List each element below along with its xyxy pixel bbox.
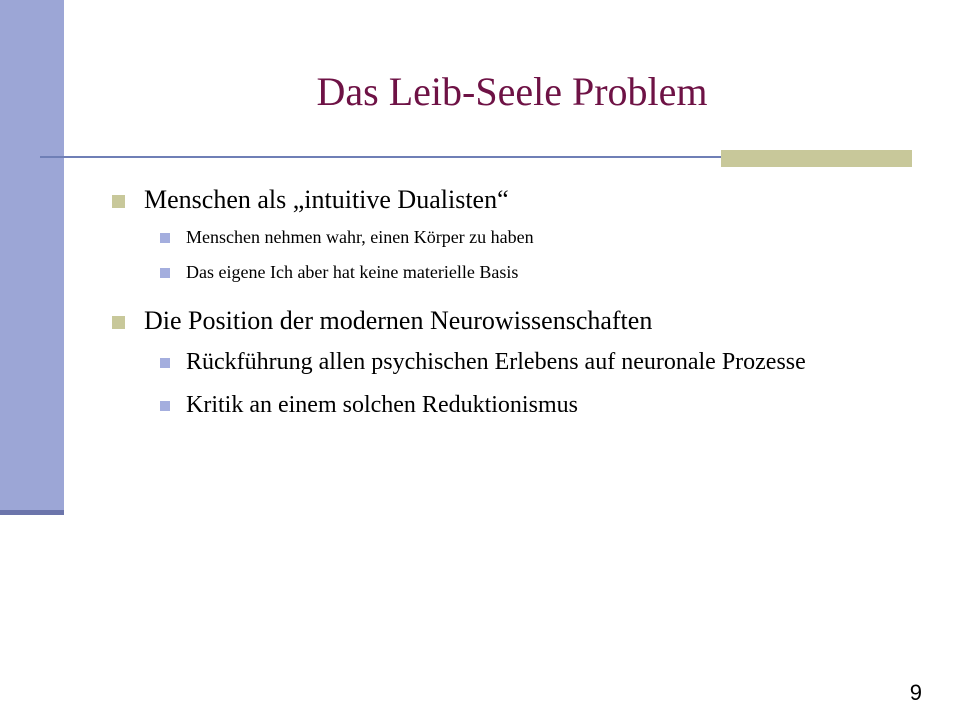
bullet-text: Menschen als „intuitive Dualisten“ bbox=[144, 185, 509, 214]
sub-bullet-item bbox=[108, 226, 908, 248]
square-sub-bullet-icon bbox=[160, 358, 170, 368]
bullet-text: Die Position der modernen Neurowissenschaften bbox=[144, 306, 653, 335]
square-bullet-icon bbox=[112, 195, 125, 208]
square-sub-bullet-icon bbox=[160, 233, 170, 243]
left-decorative-bar bbox=[0, 0, 64, 513]
title-accent-block bbox=[721, 150, 912, 167]
sub-bullet-item bbox=[108, 261, 908, 283]
sub-bullet-item bbox=[108, 349, 886, 375]
sub-bullet-text: Menschen nehmen wahr, einen Körper zu haben bbox=[186, 227, 534, 247]
slide-title: Das Leib-Seele Problem bbox=[316, 69, 708, 114]
slide-content bbox=[108, 184, 908, 418]
sub-bullet-text: Kritik an einem solchen Reduktionismus bbox=[186, 392, 578, 418]
sub-bullet-item bbox=[108, 392, 908, 418]
bullet-item bbox=[108, 305, 908, 337]
sub-bullet-text: Das eigene Ich aber hat keine materielle Basis bbox=[186, 262, 519, 282]
bullet-item bbox=[108, 184, 908, 216]
square-sub-bullet-icon bbox=[160, 268, 170, 278]
left-bar-bottom-edge bbox=[0, 510, 64, 515]
sub-bullet-text: Rückführung allen psychischen Erlebens auf neuronale Prozesse bbox=[186, 349, 806, 375]
square-sub-bullet-icon bbox=[160, 401, 170, 411]
square-bullet-icon bbox=[112, 316, 125, 329]
page-number: 9 bbox=[909, 680, 922, 705]
